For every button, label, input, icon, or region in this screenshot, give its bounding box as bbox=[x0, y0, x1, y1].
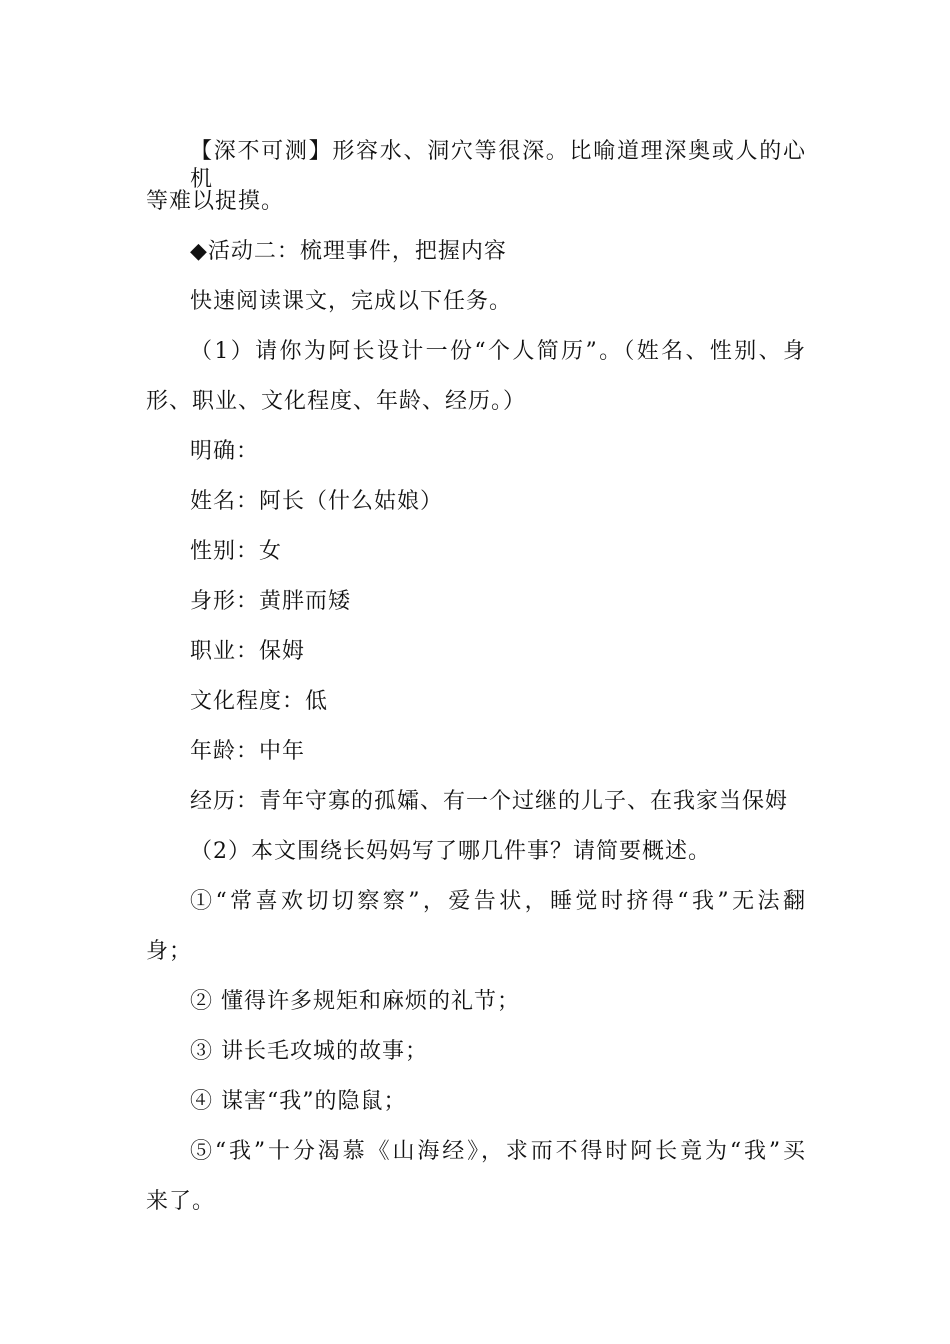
task-2-question: （2）本文围绕长妈妈写了哪几件事？请简要概述。 bbox=[190, 839, 711, 864]
event-3: ③ 讲长毛攻城的故事； bbox=[190, 1039, 428, 1064]
task-1-line-2: 形、职业、文化程度、年龄、经历。） bbox=[146, 389, 527, 414]
resume-gender: 性别：女 bbox=[190, 539, 283, 564]
resume-age: 年龄：中年 bbox=[190, 739, 306, 764]
activity-heading: ◆活动二：梳理事件，把握内容 bbox=[190, 239, 507, 264]
resume-experience: 经历：青年守寡的孤孀、有一个过继的儿子、在我家当保姆 bbox=[190, 789, 789, 814]
resume-name: 姓名：阿长（什么姑娘） bbox=[190, 489, 444, 514]
event-5-line-2: 来了。 bbox=[146, 1189, 216, 1214]
instruction-text: 快速阅读课文，完成以下任务。 bbox=[190, 289, 513, 314]
event-1-line-1: ①“常喜欢切切察察”，爱告状，睡觉时挤得“我”无法翻 bbox=[190, 889, 806, 914]
answer-label: 明确： bbox=[190, 439, 260, 464]
task-1-line-1: （1）请你为阿长设计一份“个人简历”。（姓名、性别、身 bbox=[190, 339, 806, 364]
event-5-line-1: ⑤“我”十分渴慕《山海经》，求而不得时阿长竟为“我”买 bbox=[190, 1139, 806, 1164]
resume-figure: 身形：黄胖而矮 bbox=[190, 589, 352, 614]
definition-line-2: 等难以捉摸。 bbox=[146, 189, 285, 214]
resume-occupation: 职业：保姆 bbox=[190, 639, 306, 664]
event-2: ② 懂得许多规矩和麻烦的礼节； bbox=[190, 989, 520, 1014]
definition-line-1: 【深不可测】形容水、洞穴等很深。比喻道理深奥或人的心机 bbox=[190, 139, 806, 192]
resume-education: 文化程度：低 bbox=[190, 689, 329, 714]
event-1-line-2: 身； bbox=[146, 939, 193, 964]
event-4: ④ 谋害“我”的隐鼠； bbox=[190, 1089, 407, 1114]
